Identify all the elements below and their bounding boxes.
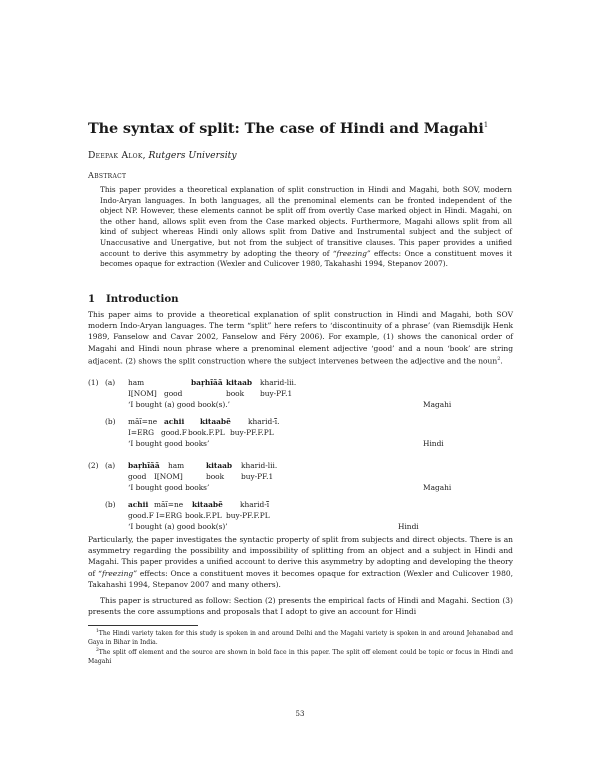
example-2b xyxy=(88,500,518,533)
example-word: kharid-lii. xyxy=(241,461,278,470)
example-number: (1) xyxy=(88,378,99,387)
language-label: Hindi xyxy=(423,439,444,448)
section-heading xyxy=(88,293,179,305)
gloss: I=ERG xyxy=(128,428,154,437)
example-word: mãĩ=ne xyxy=(154,500,184,509)
gloss: book xyxy=(206,472,225,481)
author-line xyxy=(88,150,237,161)
intro-paragraph-3: This paper is structured as follow: Section (2) presents the empirical facts of Hindi and Magahi. Section (3) presents the core assumptions and proposals that I adopt to give an account for Hindi xyxy=(88,596,513,617)
section-title: Introduction xyxy=(106,293,179,305)
bold-word: achii xyxy=(164,417,185,426)
example-label: (b) xyxy=(105,417,116,426)
example-word xyxy=(192,500,223,511)
gloss: good xyxy=(164,389,183,398)
translation: ‘I bought (a) good book(s)’ xyxy=(128,522,228,531)
footnote-mark: 1 xyxy=(96,629,99,634)
example-label: (b) xyxy=(105,500,116,509)
intro-p2-text-b: effects: Once a constituent moves it becomes opaque for extraction (Wexler and Culicover 1980, Takahashi 1994, Stepanov 2007 and many others). xyxy=(88,568,513,589)
gloss: buy-PF.1 xyxy=(260,389,293,398)
language-label: Magahi xyxy=(423,400,452,409)
page-number: 53 xyxy=(295,710,305,718)
gloss: I=ERG xyxy=(156,511,182,520)
author-name: Deepak Alok xyxy=(88,150,143,161)
author-affiliation: Rutgers University xyxy=(148,150,237,161)
gloss: good xyxy=(128,472,147,481)
bold-word: kitaabẽ xyxy=(200,417,231,426)
gloss: good.F xyxy=(128,511,154,520)
example-2a xyxy=(88,461,518,494)
example-word xyxy=(226,378,252,389)
example-word: kharid-ĩ̃. xyxy=(248,417,280,426)
footnote-text: The split off element and the source are shown in bold face in this paper. The split off element could be topic or focus in Hindi and Magahi xyxy=(88,649,513,665)
example-word: ham xyxy=(128,378,145,387)
example-word: mãĩ=ne xyxy=(128,417,158,426)
footnote-divider xyxy=(88,625,198,626)
example-number: (2) xyxy=(88,461,99,470)
author-separator: , xyxy=(142,150,146,161)
example-word: kharid-ĩ̃ xyxy=(240,500,270,509)
bold-word: kitaab xyxy=(206,461,233,470)
example-label: (a) xyxy=(105,378,116,387)
gloss: book.F.PL xyxy=(185,511,222,520)
example-word xyxy=(206,461,232,472)
gloss: good.F xyxy=(161,428,187,437)
gloss: buy-PF.F.PL xyxy=(230,428,274,437)
example-word xyxy=(128,461,160,472)
footnote-1 xyxy=(88,628,513,647)
example-word: kharid-lii. xyxy=(260,378,297,387)
example-word xyxy=(164,417,184,428)
translation: ‘I bought good books’ xyxy=(128,483,210,492)
language-label: Magahi xyxy=(423,483,452,492)
title-footnote-marker: 1 xyxy=(483,121,489,130)
example-1a xyxy=(88,378,518,411)
example-word xyxy=(128,500,148,511)
example-word: ham xyxy=(168,461,185,470)
footnote-mark: 2 xyxy=(96,648,99,653)
bold-word: baṛhĩãã xyxy=(128,461,160,470)
gloss: book.F.PL xyxy=(188,428,225,437)
gloss: book xyxy=(226,389,245,398)
gloss: I[NOM] xyxy=(128,389,157,398)
gloss: buy-PF.1 xyxy=(241,472,274,481)
example-label: (a) xyxy=(105,461,116,470)
intro-paragraph-1 xyxy=(88,309,513,367)
footnote-2 xyxy=(88,647,513,666)
paper-title xyxy=(88,120,518,137)
footnote-text: The Hindi variety taken for this study is spoken in and around Delhi and the Magahi variety is spoken in and around Jehanabad and Gaya in Bihar in India. xyxy=(88,630,513,646)
abstract-text-a: This paper provides a theoretical explanation of split construction in Hindi and Magahi, both SOV, modern Indo-Aryan languages. In both languages, all the prenominal elements can be fronted independent of the object NP. However, these elements cannot be split off from overtly Case marked object in Hindi. Magahi, on the other hand, allows split even from the Case marked objects. Furthermore, Magahi allows split from all kind of subject whereas Hindi only allows split from Dative and Instrumental subject and the subject of Unaccusative and Unergative, but not from the subject of transitive clauses. This paper provides a unified account to derive this asymmetry by adopting the theory of xyxy=(100,185,512,258)
translation: ‘I bought good books’ xyxy=(128,439,210,448)
bold-word: kitaabẽ xyxy=(192,500,223,509)
abstract-text xyxy=(100,185,512,270)
gloss: buy-PF.F.PL xyxy=(226,511,270,520)
paper-title-text: The syntax of split: The case of Hindi and Magahi xyxy=(88,120,484,137)
language-label: Hindi xyxy=(398,522,419,531)
abstract-heading: Abstract xyxy=(88,170,127,180)
footnote-marker-2: 2 xyxy=(497,355,501,362)
abstract-text-b: effects: Once a constituent moves it becomes opaque for extraction (Wexler and Culicover 1980, Takahashi 1994, Stepanov 2007). xyxy=(100,248,512,269)
intro-paragraph-2 xyxy=(88,534,513,590)
intro-p2-em: “freezing” xyxy=(98,568,138,578)
bold-word: kitaab xyxy=(226,378,253,387)
example-word xyxy=(191,378,223,389)
bold-word: baṛhĩãã xyxy=(191,378,223,387)
gloss: I[NOM] xyxy=(154,472,183,481)
translation: ‘I bought (a) good book(s).’ xyxy=(128,400,230,409)
bold-word: achii xyxy=(128,500,149,509)
example-word xyxy=(200,417,231,428)
section-number: 1 xyxy=(88,293,96,305)
intro-p2-text-a: Particularly, the paper investigates the syntactic property of split from subjects and direct objects. There is an asymmetry regarding the possibility and impossibility of splitting from an object and a subject in Hindi and Magahi. This paper provides a unified account to derive this asymmetry by adopting and developing the theory of xyxy=(88,535,513,578)
abstract-text-em: “freezing” xyxy=(332,248,371,258)
example-1b xyxy=(88,417,518,450)
intro-p1-end: . xyxy=(500,356,503,366)
intro-p1-text: This paper aims to provide a theoretical explanation of split construction in Hindi and Magahi, both SOV modern Indo-Aryan languages. The term “split” here refers to ‘discontinuity of a phrase’ (van Riemsdijk Henk 1989, Fanselow and Cavar 2002, Fanselow and Féry 2006). For example, (1) shows the canonical order of Magahi and Hindi noun phrase where a prenominal element adjective ‘good’ and a noun ‘book’ are string adjacent. (2) shows the split construction where the subject intervenes between the adjective and the noun xyxy=(88,310,513,366)
